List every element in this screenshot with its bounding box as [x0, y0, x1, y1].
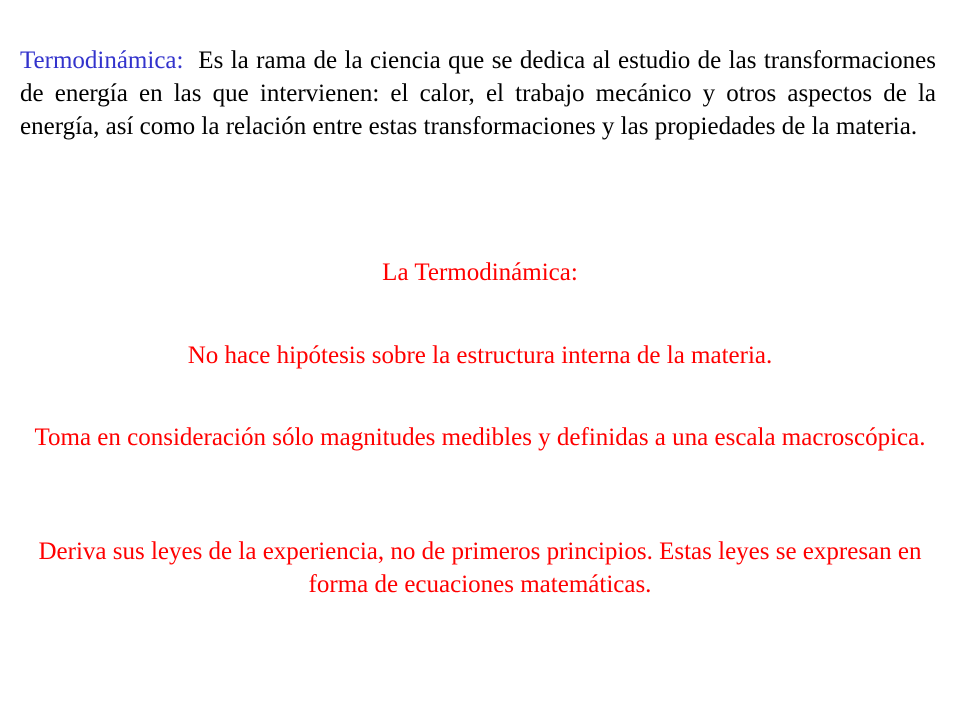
- definition-text: Es la rama de la ciencia que se dedica al estudio de las transformaciones de energía en las que intervienen: el calor, el trabajo mecánico y otros aspectos de la energía, así como la relación entre estas transformaciones y las propiedades de la materia.: [20, 47, 937, 140]
- point-item: No hace hipótesis sobre la estructura interna de la materia.: [187, 342, 773, 369]
- definition-paragraph: [20, 44, 936, 143]
- point-item: Deriva sus leyes de la experiencia, no de primeros principios. Estas leyes se expresan en forma de ecuaciones matemáticas.: [38, 538, 922, 598]
- section-heading: La Termodinámica:: [382, 259, 578, 286]
- point-item: Toma en consideración sólo magnitudes medibles y definidas a una escala macroscópica.: [34, 424, 926, 451]
- definition-term: Termodinámica:: [20, 47, 184, 74]
